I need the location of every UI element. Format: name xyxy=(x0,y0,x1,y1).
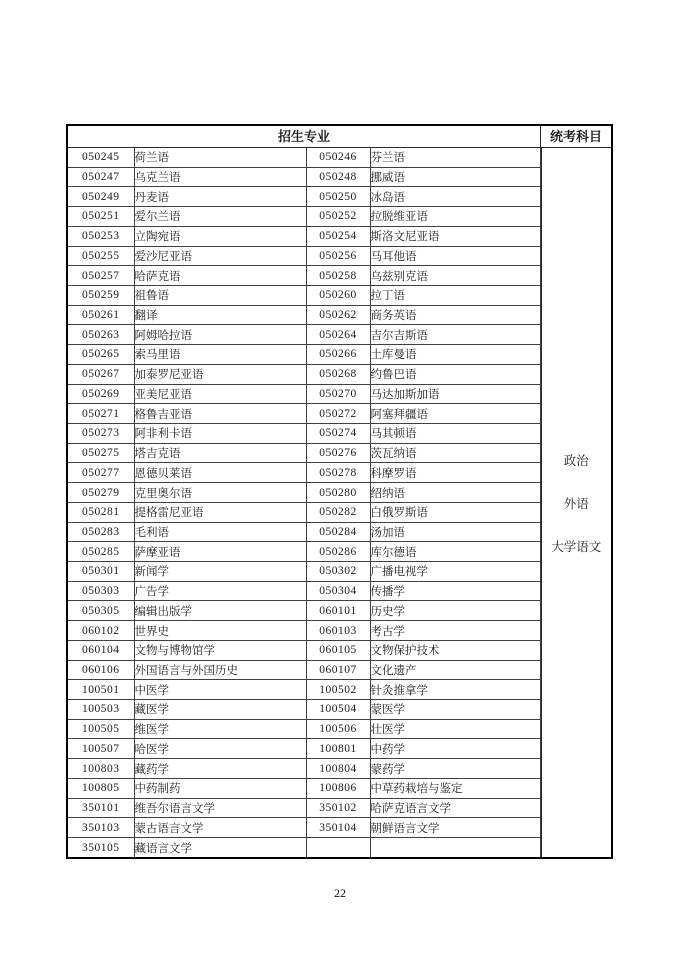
major-code-cell: 050305 xyxy=(68,601,134,621)
table-row xyxy=(68,463,540,483)
major-code-cell: 100502 xyxy=(306,680,370,700)
major-code-cell: 050255 xyxy=(68,246,134,266)
major-code-cell: 050282 xyxy=(306,502,370,522)
major-name-cell: 立陶宛语 xyxy=(134,226,306,246)
majors-table-body xyxy=(68,148,540,857)
table-row xyxy=(68,502,540,522)
major-name-cell: 绍纳语 xyxy=(370,483,540,503)
major-name-cell: 广告学 xyxy=(134,581,306,601)
exam-subjects-cell xyxy=(541,148,612,857)
major-code-cell: 050254 xyxy=(306,226,370,246)
table-row xyxy=(68,798,540,818)
major-code-cell: 050265 xyxy=(68,345,134,365)
table-row xyxy=(68,778,540,798)
major-code-cell: 050283 xyxy=(68,522,134,542)
majors-header-cell: 招生专业 xyxy=(277,129,330,144)
major-code-cell: 350101 xyxy=(68,798,134,818)
table-row xyxy=(68,404,540,424)
major-name-cell: 吉尔吉斯语 xyxy=(370,325,540,345)
table-row xyxy=(68,443,540,463)
major-code-cell: 050269 xyxy=(68,384,134,404)
major-name-cell xyxy=(370,838,540,857)
major-code-cell: 050250 xyxy=(306,187,370,207)
major-name-cell: 外国语言与外国历史 xyxy=(134,660,306,680)
major-code-cell xyxy=(306,838,370,857)
major-code-cell: 350103 xyxy=(68,818,134,838)
subject-politics: 政治 xyxy=(563,453,589,468)
major-code-cell: 060104 xyxy=(68,640,134,660)
table-row xyxy=(68,364,540,384)
table-row xyxy=(68,680,540,700)
major-code-cell: 050261 xyxy=(68,305,134,325)
major-name-cell: 芬兰语 xyxy=(370,148,540,167)
major-name-cell: 亚美尼亚语 xyxy=(134,384,306,404)
table-row xyxy=(68,285,540,305)
major-code-cell: 050301 xyxy=(68,562,134,582)
major-name-cell: 阿姆哈拉语 xyxy=(134,325,306,345)
majors-table xyxy=(66,124,613,859)
major-code-cell: 050272 xyxy=(306,404,370,424)
table-row xyxy=(68,483,540,503)
major-name-cell: 塔吉克语 xyxy=(134,443,306,463)
major-code-cell: 060105 xyxy=(306,640,370,660)
major-code-cell: 050286 xyxy=(306,542,370,562)
major-code-cell: 100506 xyxy=(306,719,370,739)
major-name-cell: 斯洛文尼亚语 xyxy=(370,226,540,246)
table-row xyxy=(68,148,540,167)
major-code-cell: 050260 xyxy=(306,285,370,305)
major-code-cell: 100503 xyxy=(68,700,134,720)
major-name-cell: 藏语言文学 xyxy=(134,838,306,857)
major-code-cell: 050276 xyxy=(306,443,370,463)
table-row xyxy=(68,739,540,759)
table-row xyxy=(68,660,540,680)
major-name-cell: 中草药栽培与鉴定 xyxy=(370,778,540,798)
major-name-cell: 马其顿语 xyxy=(370,423,540,443)
major-name-cell: 白俄罗斯语 xyxy=(370,502,540,522)
major-name-cell: 针灸推拿学 xyxy=(370,680,540,700)
table-body xyxy=(68,148,611,857)
major-name-cell: 乌兹别克语 xyxy=(370,266,540,286)
major-name-cell: 爱尔兰语 xyxy=(134,207,306,227)
major-name-cell: 中药制药 xyxy=(134,778,306,798)
major-code-cell: 050279 xyxy=(68,483,134,503)
major-name-cell: 广播电视学 xyxy=(370,562,540,582)
table-row xyxy=(68,838,540,857)
major-name-cell: 丹麦语 xyxy=(134,187,306,207)
table-row xyxy=(68,542,540,562)
table-row xyxy=(68,818,540,838)
table-row xyxy=(68,226,540,246)
major-code-cell: 050252 xyxy=(306,207,370,227)
major-name-cell: 历史学 xyxy=(370,601,540,621)
majors-grid xyxy=(68,148,541,857)
major-name-cell: 藏医学 xyxy=(134,700,306,720)
major-name-cell: 哈萨克语言文学 xyxy=(370,798,540,818)
major-code-cell: 050267 xyxy=(68,364,134,384)
major-name-cell: 爱沙尼亚语 xyxy=(134,246,306,266)
major-name-cell: 约鲁巴语 xyxy=(370,364,540,384)
major-name-cell: 壮医学 xyxy=(370,719,540,739)
major-name-cell: 马耳他语 xyxy=(370,246,540,266)
table-row xyxy=(68,621,540,641)
major-name-cell: 荷兰语 xyxy=(134,148,306,167)
major-code-cell: 060103 xyxy=(306,621,370,641)
major-code-cell: 350105 xyxy=(68,838,134,857)
major-code-cell: 050264 xyxy=(306,325,370,345)
table-row xyxy=(68,325,540,345)
major-name-cell: 萨摩亚语 xyxy=(134,542,306,562)
major-code-cell: 050266 xyxy=(306,345,370,365)
table-row xyxy=(68,640,540,660)
major-code-cell: 050280 xyxy=(306,483,370,503)
table-row xyxy=(68,522,540,542)
major-name-cell: 祖鲁语 xyxy=(134,285,306,305)
table-row xyxy=(68,384,540,404)
major-name-cell: 编辑出版学 xyxy=(134,601,306,621)
major-code-cell: 050302 xyxy=(306,562,370,582)
major-name-cell: 中药学 xyxy=(370,739,540,759)
table-row xyxy=(68,719,540,739)
major-code-cell: 100504 xyxy=(306,700,370,720)
major-name-cell: 蒙医学 xyxy=(370,700,540,720)
major-code-cell: 050271 xyxy=(68,404,134,424)
major-code-cell: 050259 xyxy=(68,285,134,305)
table-row xyxy=(68,207,540,227)
table-row xyxy=(68,759,540,779)
major-code-cell: 050246 xyxy=(306,148,370,167)
major-code-cell: 100804 xyxy=(306,759,370,779)
major-name-cell: 库尔德语 xyxy=(370,542,540,562)
major-name-cell: 新闻学 xyxy=(134,562,306,582)
major-name-cell: 马达加斯加语 xyxy=(370,384,540,404)
major-name-cell: 考古学 xyxy=(370,621,540,641)
major-code-cell: 050251 xyxy=(68,207,134,227)
major-name-cell: 拉脱维亚语 xyxy=(370,207,540,227)
major-name-cell: 翻译 xyxy=(134,305,306,325)
table-row xyxy=(68,345,540,365)
major-name-cell: 挪威语 xyxy=(370,167,540,187)
major-code-cell: 050274 xyxy=(306,423,370,443)
subjects-header-cell: 统考科目 xyxy=(540,126,611,147)
page-number: 22 xyxy=(334,886,346,900)
major-code-cell: 100505 xyxy=(68,719,134,739)
major-name-cell: 世界史 xyxy=(134,621,306,641)
major-name-cell: 文物与博物馆学 xyxy=(134,640,306,660)
major-name-cell: 维医学 xyxy=(134,719,306,739)
table-row xyxy=(68,562,540,582)
major-name-cell: 藏药学 xyxy=(134,759,306,779)
major-code-cell: 050249 xyxy=(68,187,134,207)
major-code-cell: 100806 xyxy=(306,778,370,798)
major-code-cell: 050256 xyxy=(306,246,370,266)
table-row xyxy=(68,581,540,601)
table-row xyxy=(68,601,540,621)
major-name-cell: 科摩罗语 xyxy=(370,463,540,483)
major-code-cell: 060102 xyxy=(68,621,134,641)
table-row xyxy=(68,187,540,207)
major-name-cell: 维吾尔语言文学 xyxy=(134,798,306,818)
major-name-cell: 朝鲜语言文学 xyxy=(370,818,540,838)
major-name-cell: 阿非利卡语 xyxy=(134,423,306,443)
major-name-cell: 索马里语 xyxy=(134,345,306,365)
major-name-cell: 恩德贝莱语 xyxy=(134,463,306,483)
major-code-cell: 050245 xyxy=(68,148,134,167)
major-name-cell: 哈医学 xyxy=(134,739,306,759)
major-code-cell: 050275 xyxy=(68,443,134,463)
major-code-cell: 050303 xyxy=(68,581,134,601)
major-code-cell: 050304 xyxy=(306,581,370,601)
major-name-cell: 传播学 xyxy=(370,581,540,601)
major-code-cell: 100507 xyxy=(68,739,134,759)
major-code-cell: 050273 xyxy=(68,423,134,443)
major-name-cell: 冰岛语 xyxy=(370,187,540,207)
table-row xyxy=(68,167,540,187)
major-code-cell: 050258 xyxy=(306,266,370,286)
major-name-cell: 汤加语 xyxy=(370,522,540,542)
table-row xyxy=(68,700,540,720)
major-name-cell: 乌克兰语 xyxy=(134,167,306,187)
major-code-cell: 060107 xyxy=(306,660,370,680)
major-code-cell: 050284 xyxy=(306,522,370,542)
major-name-cell: 蒙药学 xyxy=(370,759,540,779)
major-name-cell: 阿塞拜疆语 xyxy=(370,404,540,424)
major-code-cell: 100805 xyxy=(68,778,134,798)
major-code-cell: 050278 xyxy=(306,463,370,483)
major-code-cell: 050257 xyxy=(68,266,134,286)
major-code-cell: 060101 xyxy=(306,601,370,621)
major-code-cell: 050248 xyxy=(306,167,370,187)
major-code-cell: 050263 xyxy=(68,325,134,345)
major-code-cell: 050270 xyxy=(306,384,370,404)
major-name-cell: 克里奥尔语 xyxy=(134,483,306,503)
major-name-cell: 茨瓦纳语 xyxy=(370,443,540,463)
major-name-cell: 毛利语 xyxy=(134,522,306,542)
table-row xyxy=(68,266,540,286)
major-name-cell: 中医学 xyxy=(134,680,306,700)
major-code-cell: 100801 xyxy=(306,739,370,759)
subject-foreign-language: 外语 xyxy=(563,496,589,511)
major-name-cell: 加泰罗尼亚语 xyxy=(134,364,306,384)
major-code-cell: 050268 xyxy=(306,364,370,384)
major-name-cell: 蒙古语言文学 xyxy=(134,818,306,838)
table-row xyxy=(68,246,540,266)
major-code-cell: 350102 xyxy=(306,798,370,818)
major-code-cell: 050247 xyxy=(68,167,134,187)
major-name-cell: 拉丁语 xyxy=(370,285,540,305)
major-code-cell: 050253 xyxy=(68,226,134,246)
major-name-cell: 格鲁吉亚语 xyxy=(134,404,306,424)
major-code-cell: 100501 xyxy=(68,680,134,700)
major-code-cell: 050285 xyxy=(68,542,134,562)
major-name-cell: 商务英语 xyxy=(370,305,540,325)
major-name-cell: 哈萨克语 xyxy=(134,266,306,286)
table-header-row xyxy=(68,126,611,148)
major-code-cell: 050281 xyxy=(68,502,134,522)
table-row xyxy=(68,305,540,325)
major-name-cell: 土库曼语 xyxy=(370,345,540,365)
major-name-cell: 提格雷尼亚语 xyxy=(134,502,306,522)
table-row xyxy=(68,423,540,443)
major-name-cell: 文物保护技术 xyxy=(370,640,540,660)
major-name-cell: 文化遗产 xyxy=(370,660,540,680)
major-code-cell: 060106 xyxy=(68,660,134,680)
subject-college-chinese: 大学语文 xyxy=(551,539,602,554)
major-code-cell: 100803 xyxy=(68,759,134,779)
major-code-cell: 050277 xyxy=(68,463,134,483)
major-code-cell: 050262 xyxy=(306,305,370,325)
major-code-cell: 350104 xyxy=(306,818,370,838)
